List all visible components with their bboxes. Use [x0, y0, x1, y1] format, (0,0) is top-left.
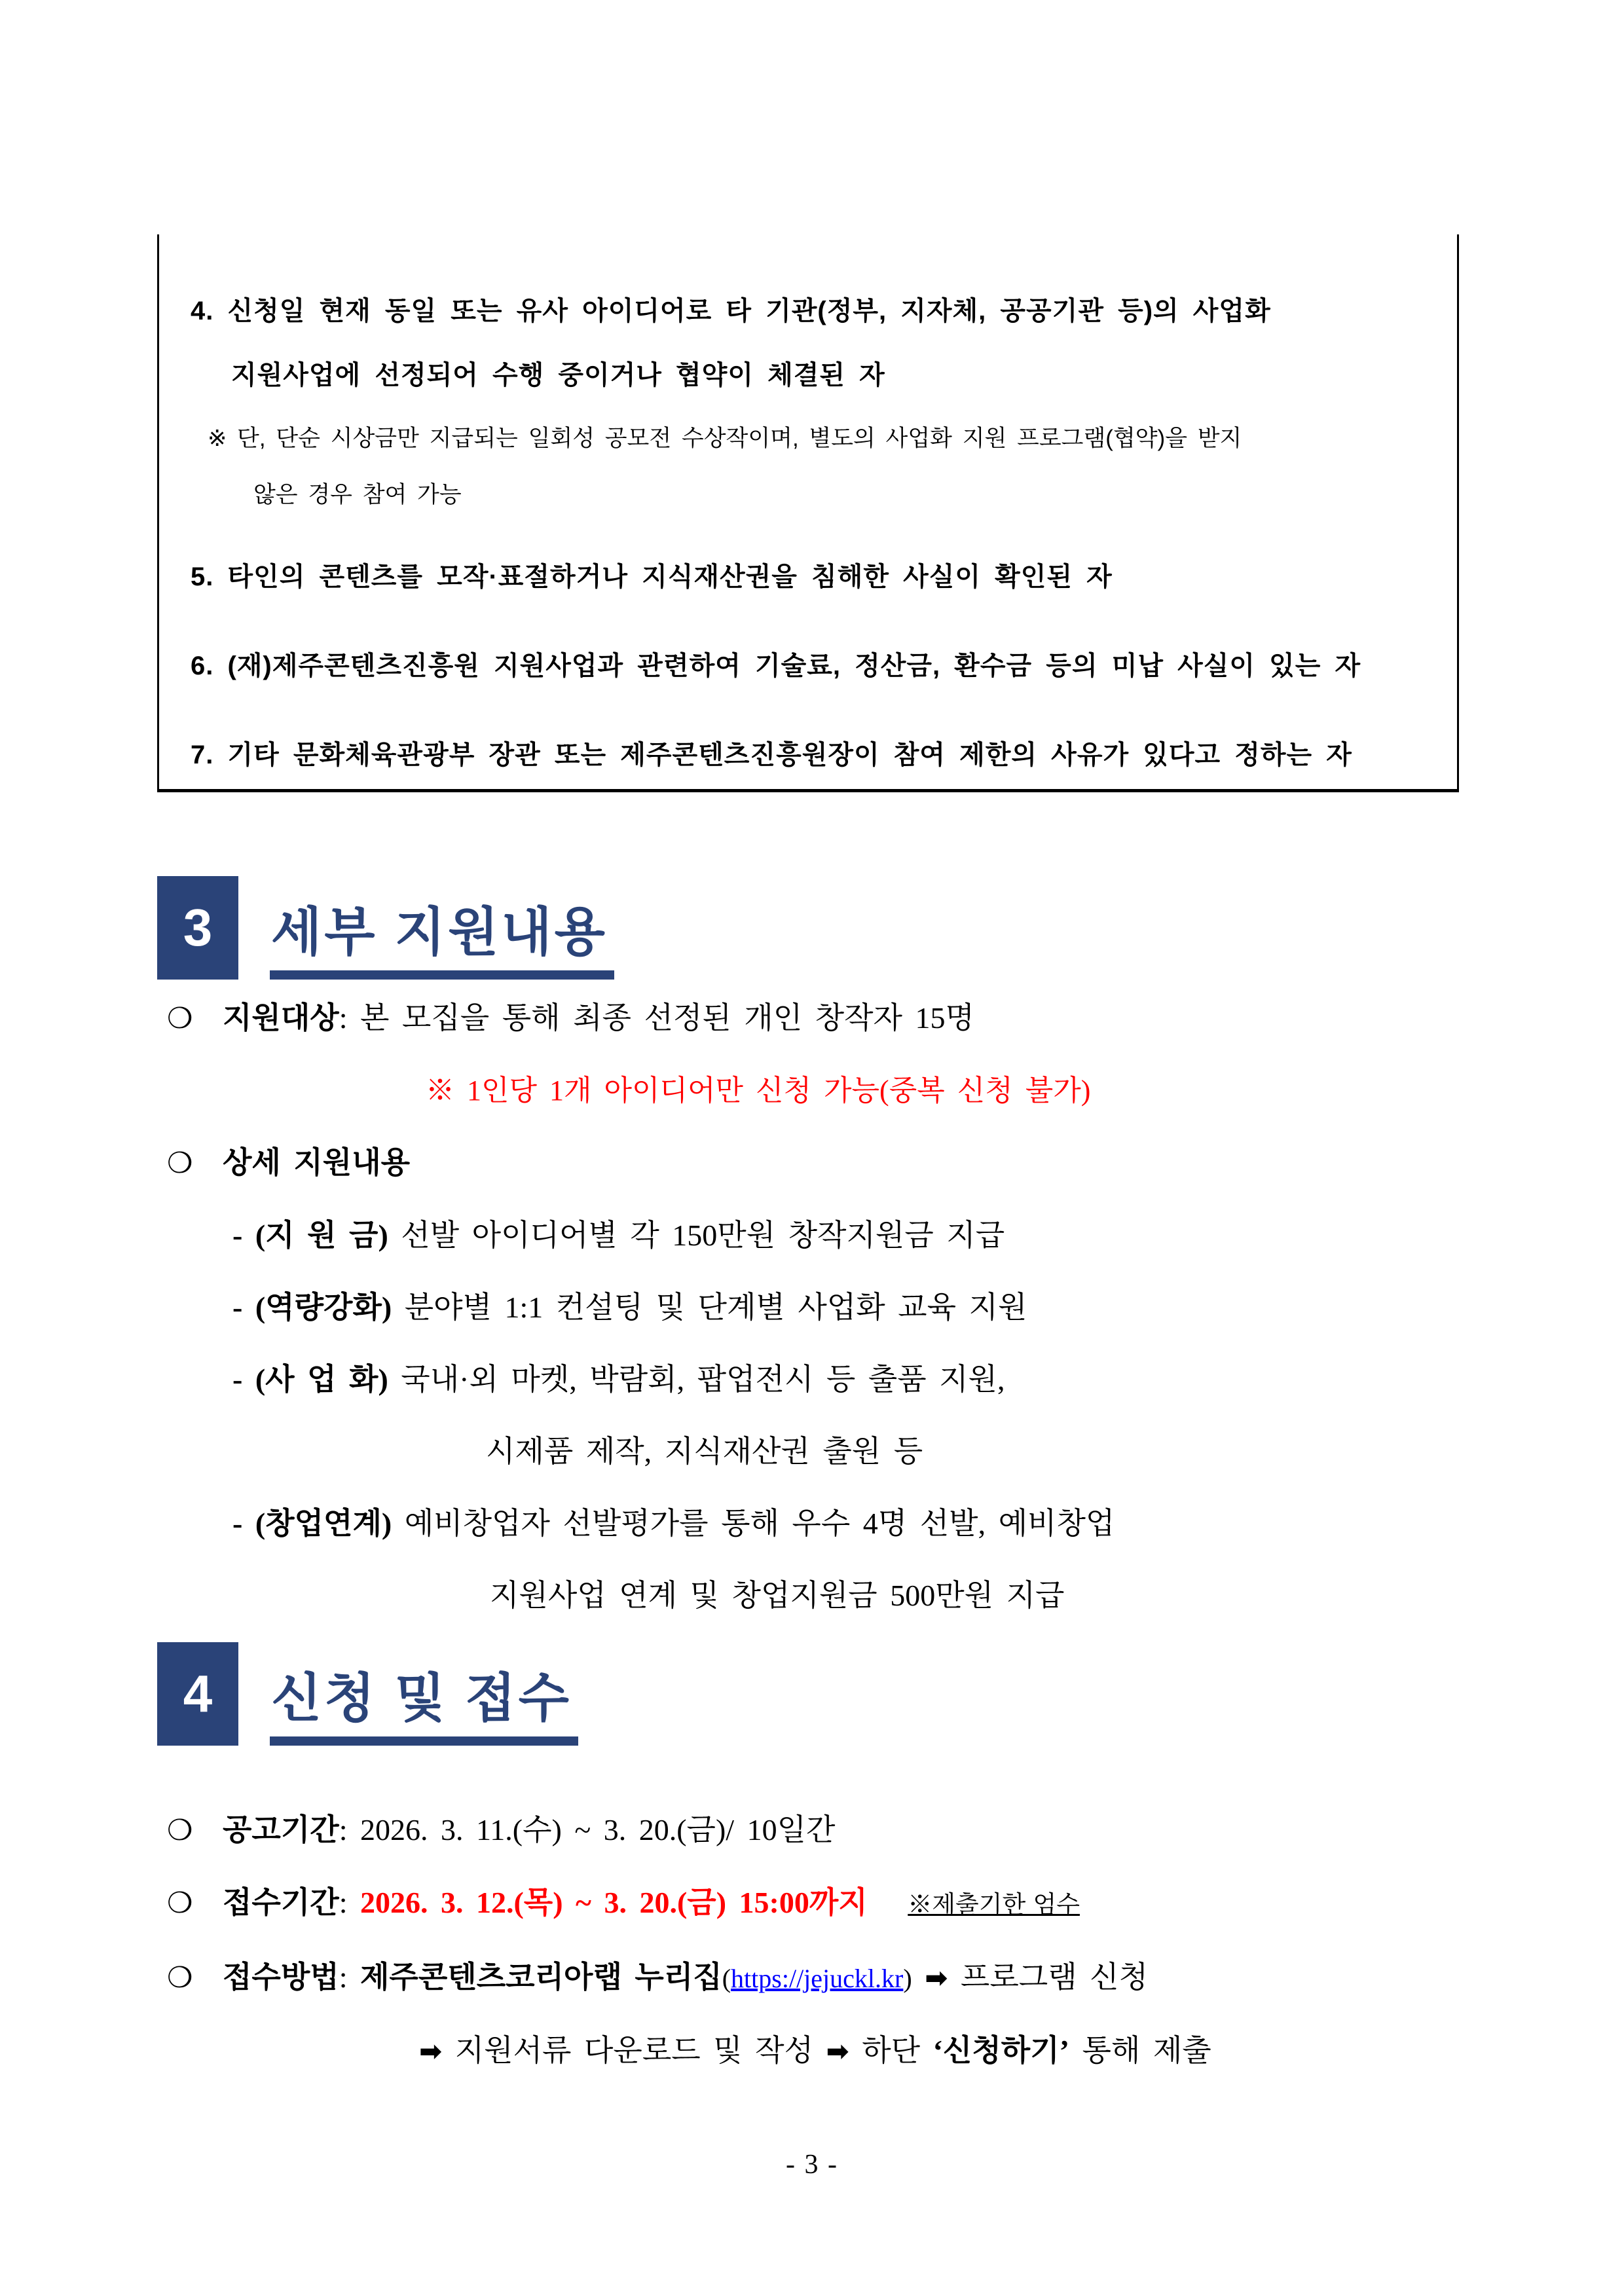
restriction-item-4-note-line1: ※ 단, 단순 시상금만 지급되는 일회성 공모전 수상작이며, 별도의 사업화 지원 프로그램(협약)을 받지: [208, 426, 1242, 451]
website-paren-close: ): [903, 1964, 912, 1993]
commerce-text-continued: 시제품 제작, 지식재산권 출원 등: [486, 1435, 923, 1468]
apply-period-label: 접수기간: [222, 1886, 339, 1919]
support-target-note: ※ 1인당 1개 아이디어만 신청 가능(중복 신청 불가): [426, 1074, 1091, 1107]
section3-header: [157, 876, 614, 980]
right-arrow-icon: ➡: [925, 1962, 948, 1994]
capability-text: 분야별 1:1 컨설팅 및 단계별 사업화 교육 지원: [404, 1291, 1027, 1324]
website-paren-open: (: [722, 1964, 731, 1993]
section3-body: [0, 982, 1624, 1632]
support-detail-label: 상세 지원내용: [222, 1146, 411, 1179]
apply-method-flow-row: [0, 2015, 1624, 2087]
method-step3-button-name: ‘신청하기’: [932, 2034, 1069, 2067]
restriction-item-4-note-line2: 않은 경우 참여 가능: [253, 482, 462, 507]
section3-title: 세부 지원내용: [270, 904, 614, 980]
notice-period-label: 공고기간: [222, 1813, 339, 1846]
restriction-item-5: 5. 타인의 콘텐츠를 모작·표절하거나 지식재산권을 침해한 사실이 확인된 자: [191, 562, 1113, 591]
apply-period-dates: 2026. 3. 12.(목) ~ 3. 20.(금) 15:00까지: [360, 1886, 868, 1919]
method-step3-post: 통해 제출: [1082, 2034, 1211, 2067]
support-detail-row: [0, 1127, 1624, 1200]
support-sub-item-commerce: [0, 1344, 1624, 1416]
section4-body: [0, 1794, 1624, 2087]
commerce-text: 국내·외 마켓, 박람회, 팝업전시 등 출품 지원,: [401, 1363, 1005, 1396]
startup-text: 예비창업자 선발평가를 통해 우수 4명 선발, 예비창업: [404, 1507, 1115, 1540]
page-number: - 3 -: [786, 2150, 838, 2180]
restrictions-box: [157, 234, 1459, 792]
startup-text-continued: 지원사업 연계 및 창업지원금 500만원 지급: [490, 1579, 1065, 1612]
method-step1: 프로그램 신청: [960, 1960, 1149, 1994]
commerce-label: - (사 업 화): [232, 1363, 388, 1396]
circle-bullet-icon: ❍: [167, 1814, 193, 1846]
deadline-note: ※제출기한 엄수: [908, 1892, 1080, 1919]
apply-period-row: [0, 1867, 1624, 1941]
support-target-text: : 본 모집을 통해 최종 선정된 개인 창작자 15명: [339, 1001, 974, 1035]
restriction-item-7: 7. 기타 문화체육관광부 장관 또는 제주콘텐츠진흥원장이 참여 제한의 사유가 있다고 정하는 자: [191, 741, 1352, 769]
support-target-label: 지원대상: [222, 1001, 339, 1035]
restriction-item-4-line1: 4. 신청일 현재 동일 또는 유사 아이디어로 타 기관(정부, 지자체, 공공기관 등)의 사업화: [191, 297, 1271, 325]
restriction-item-6: 6. (재)제주콘텐츠진흥원 지원사업과 관련하여 기술료, 정산금, 환수금 등의 미납 사실이 있는 자: [191, 652, 1361, 680]
fund-label: - (지 원 금): [232, 1219, 388, 1252]
fund-text: 선발 아이디어별 각 150만원 창작지원금 지급: [401, 1219, 1005, 1252]
support-sub-item-fund: [0, 1200, 1624, 1272]
website-name: 제주콘텐츠코리아랩 누리집: [360, 1960, 722, 1994]
apply-method-row: [0, 1941, 1624, 2015]
capability-label: - (역량강화): [232, 1291, 392, 1324]
apply-period-colon: :: [339, 1886, 348, 1919]
right-arrow-icon: ➡: [826, 2035, 849, 2067]
method-step2: 지원서류 다운로드 및 작성: [454, 2034, 813, 2067]
section4-header: [157, 1642, 578, 1746]
website-link[interactable]: https://jejuckl.kr: [731, 1964, 904, 1993]
startup-label: - (창업연계): [232, 1507, 392, 1540]
section4-number-badge: 4: [157, 1642, 238, 1746]
support-target-row: [0, 982, 1624, 1055]
circle-bullet-icon: ❍: [167, 1887, 193, 1919]
section4-title: 신청 및 접수: [270, 1670, 578, 1746]
circle-bullet-icon: ❍: [167, 1002, 193, 1035]
apply-method-label: 접수방법: [222, 1960, 339, 1994]
restriction-item-4-line2: 지원사업에 선정되어 수행 중이거나 협약이 체결된 자: [231, 361, 885, 390]
notice-period-text: : 2026. 3. 11.(수) ~ 3. 20.(금)/ 10일간: [339, 1813, 836, 1846]
right-arrow-icon: ➡: [419, 2035, 443, 2067]
support-sub-item-startup: [0, 1488, 1624, 1560]
notice-period-row: [0, 1794, 1624, 1867]
support-sub-item-capability: [0, 1272, 1624, 1344]
section3-number-badge: 3: [157, 876, 238, 980]
circle-bullet-icon: ❍: [167, 1962, 193, 1994]
method-step3-pre: 하단: [862, 2034, 921, 2067]
circle-bullet-icon: ❍: [167, 1147, 193, 1179]
apply-method-colon: :: [339, 1960, 348, 1994]
